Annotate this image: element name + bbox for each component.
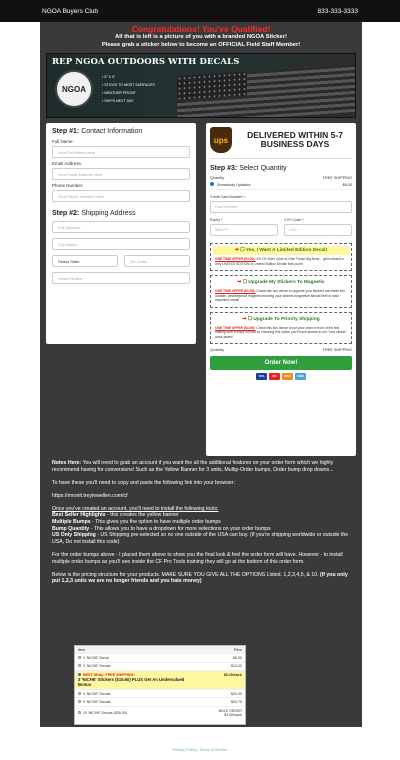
- congrats-heading: Congratulations! You've Qualified!: [131, 24, 271, 34]
- notes-pricing: Below is the pricing structure for your products. MAKE SURE YOU GIVE ALL THE OPTIONS Listed. 1,2,3,4,5, & 10. (If you only put 1,2,3 units we are no longer friends and you hate money): [52, 571, 348, 585]
- notes-link-intro: To have these you'll need to copy and paste the following link into your browser:: [52, 479, 235, 486]
- top-bar: [0, 0, 400, 22]
- footer-links[interactable]: Privacy Policy | Terms of Service: [172, 748, 228, 752]
- radio-icon: [78, 664, 81, 667]
- price-header: Price: [198, 646, 245, 654]
- country-input[interactable]: United States: [52, 272, 190, 284]
- item-header: Item: [75, 646, 198, 654]
- notes-intro: Notes Here: You will need to grab an account if you want the all the additional features on your order form which we highly recommend having for conversions! Such as the Yellow Banner for 3 units, Multip-Order bumps, Order bump drop downs...: [52, 460, 334, 473]
- headline-line-2: Please grab a sticker below to become an OFFICIAL Field Staff Member!: [101, 41, 301, 48]
- address-input[interactable]: Full Address...: [52, 221, 190, 233]
- headline: [40, 22, 362, 49]
- city-input[interactable]: City Name...: [52, 238, 190, 250]
- order-now-button[interactable]: Order Now!: [210, 356, 352, 370]
- phone-number[interactable]: 833-333-3333: [317, 7, 358, 15]
- arrow-right-icon: ➡: [234, 248, 239, 253]
- step2-heading: Step #2: Shipping Address: [52, 210, 136, 217]
- feature-item: • 3" X 4": [102, 73, 155, 81]
- radio-icon: [78, 692, 81, 695]
- delivery-text: DELIVERED WITHIN 5-7 BUSINESS DAYS: [247, 130, 343, 149]
- table-row[interactable]: 10 'NICHE' Decals ($35.00) BULK ORDER $3.50/each: [75, 706, 245, 718]
- main-panel: [40, 22, 362, 727]
- ups-logo: ups: [210, 127, 232, 153]
- cvv-input[interactable]: CVV: [284, 224, 352, 236]
- delivery-banner: [210, 127, 352, 159]
- ngoa-logo: NGOA: [55, 70, 93, 108]
- feature-list: [102, 73, 155, 105]
- product-banner: [46, 53, 356, 118]
- mastercard-icon: MC: [269, 373, 280, 380]
- email-input[interactable]: Your Email Address Here: [52, 168, 190, 180]
- feature-item: • SHIPS NEXT DAY: [102, 97, 155, 105]
- radio-icon: [78, 700, 81, 703]
- site-brand[interactable]: NGOA Buyers Club: [42, 7, 98, 15]
- quantity-option[interactable]: Somebody Updates $6.00: [210, 180, 352, 190]
- full-name-label: Full Name:: [52, 139, 74, 144]
- arrow-right-icon: ➡: [242, 316, 247, 322]
- expiry-input[interactable]: MM/YY: [210, 224, 278, 236]
- tools-list: Once you've created an account, you'll need to install the following tools: Best Seller Highlights - this creates the yellow banner Multiple Bumps - This gives you the option to have multiple order bumps Bump Quantity - This allows you to have a dropdown for more selections on your order bumps US Only Shipping - US Shipping pre-selected so no one outside of the USA can buy. (If you're shipping worldwide or outside the USA, Do not install this code): [52, 505, 349, 545]
- radio-icon: [78, 656, 81, 659]
- flag-decal-image: [177, 64, 356, 118]
- zip-input[interactable]: Zip Code...: [124, 255, 190, 267]
- radio-icon: [78, 711, 81, 714]
- visa-icon: VISA: [256, 373, 267, 380]
- phone-input[interactable]: Your Phone Number Here: [52, 190, 190, 202]
- phone-label: Phone Number:: [52, 183, 84, 188]
- card-number-input[interactable]: Card number: [210, 201, 352, 213]
- table-row[interactable]: 2 'NICHE' Decals $10.00: [75, 662, 245, 671]
- feature-item: • WEATHER PROOF: [102, 89, 155, 97]
- payment-cards: [210, 373, 352, 380]
- feature-item: • STICKS TO MOST SURFACES: [102, 81, 155, 89]
- order-form: [206, 123, 356, 456]
- table-row[interactable]: 1 'NICHE' Decal $6.00: [75, 654, 245, 663]
- table-row[interactable]: 5 'NICHE' Decals $24.75: [75, 698, 245, 707]
- best-deal-row[interactable]: BEST DEAL! FREE SHIPPING! 3 'NICHE' Stickers ($15.60) PLUS Get An Undervalued Bonus $5.20/each: [75, 671, 245, 690]
- email-label: Email Address:: [52, 161, 83, 166]
- contact-form: [46, 123, 196, 344]
- table-row[interactable]: 4 'NICHE' Decals $20.00: [75, 689, 245, 698]
- step3-heading: Step #3: Select Quantity: [210, 165, 287, 172]
- headline-line-1: All that is left is a picture of you with a branded NGOA Sticker!: [115, 34, 287, 40]
- expiry-label: Expiry *:: [210, 218, 224, 222]
- arrow-right-icon: ➡: [237, 280, 242, 285]
- notes-section: [52, 460, 352, 591]
- order-bump-magnetic[interactable]: ➡ ☐ Upgrade My Stickers To Magnetic ONE TIME OFFER ($3.00): Check this box above to upgrade your stickers are made into durable, weatherproof magnets meaning your stickers magnetize almost fleet or stick anywhere metal!: [210, 275, 352, 308]
- radio-selected-icon: [78, 673, 81, 676]
- banner-title: REP NGOA OUTDOORS WITH DECALS: [52, 57, 240, 67]
- discover-icon: DISC: [282, 373, 293, 380]
- order-bump-priority-shipping[interactable]: ➡ ☐ Upgrade To Priority Shipping ONE TIME OFFER ($3.00): Check this box above to put your order in front of the line making sure it ships out first so checking this option you'll have access to our "new sticker" stock faster!: [210, 312, 352, 345]
- full-name-input[interactable]: Your Full Name Here: [52, 146, 190, 158]
- quantity-header-row: Quantity FREE SHIPPING: [210, 176, 352, 180]
- card-label: Credit Card Number *:: [210, 195, 246, 199]
- pricing-table: [74, 645, 246, 725]
- radio-selected-icon[interactable]: [210, 182, 214, 186]
- step1-heading: Step #1: Contact Information: [52, 128, 143, 135]
- cvv-label: CVV Code *:: [284, 218, 305, 222]
- summary-row: Quantity FREE SHIPPING: [210, 348, 352, 352]
- notes-link[interactable]: https://mronit.treylewellen.com/cf: [52, 492, 128, 499]
- state-select[interactable]: Select State: [52, 255, 118, 267]
- notes-bumps: For the order bumps above - I placed them above to show you the final look & feel the order form will have. However - to install multiple order bumps as you'll see inside the CF Pro Tools training they will go at the bottom of this order form.: [52, 551, 343, 565]
- order-bump-limited-edition[interactable]: ➡ ☐ Yes, I Want A Limited Edition Decal! ONE TIME OFFER ($4.00): 4% Of Order Goes to Give Those Big Bone... get included a very LIMITED EDITION or Limited Edition Decals that you're: [210, 243, 352, 271]
- amex-icon: AMEX: [296, 375, 305, 378]
